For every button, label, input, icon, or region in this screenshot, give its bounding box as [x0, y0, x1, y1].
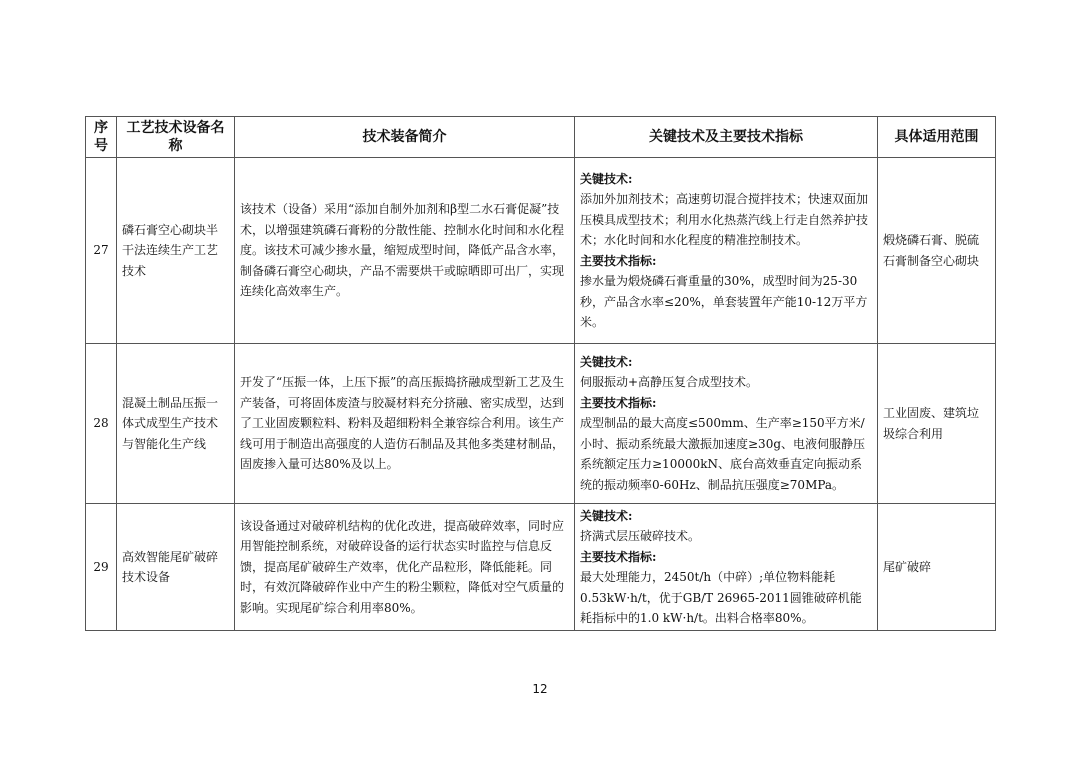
table-row	[86, 344, 996, 504]
key-tech-cell	[575, 504, 878, 631]
tech-intro: 该技术（设备）采用“添加自制外加剂和β型二水石膏促凝”技术，以增强建筑磷石膏粉的分散性能、控制水化时间和水化程度。该技术可减少掺水量，缩短成型时间，降低产品含水率，制备磷石膏空心砌块，产品不需要烘干或晾晒即可出厂，实现连续化高效率生产。	[235, 158, 575, 344]
key-tech-label: 关键技术:	[580, 171, 633, 186]
header-seq: 序号	[86, 117, 117, 158]
table-row	[86, 158, 996, 344]
technology-table	[85, 116, 996, 631]
header-key-tech: 关键技术及主要技术指标	[575, 117, 878, 158]
metric-text: 成型制品的最大高度≤500mm、生产率≥150平方米/小时、振动系统最大激振加速度≥30g、电液伺服静压系统额定压力≥10000kN、底台高效垂直定向振动系统的振动频率0-60Hz、制品抗压强度≥70MPa。	[580, 416, 866, 492]
tech-name: 磷石膏空心砌块半干法连续生产工艺技术	[117, 158, 235, 344]
tech-intro: 该设备通过对破碎机结构的优化改进，提高破碎效率，同时应用智能控制系统，对破碎设备的运行状态实时监控与信息反馈，提高尾矿破碎生产效率，优化产品粒形，降低能耗。同时，有效沉降破碎作业中产生的粉尘颗粒，降低对空气质量的影响。实现尾矿综合利用率80%。	[235, 504, 575, 631]
key-tech-cell	[575, 344, 878, 504]
metric-text: 最大处理能力，2450t/h（中碎）;单位物料能耗0.53kW·h/t，优于GB/T 26965-2011圆锥破碎机能耗指标中的1.0 kW·h/t。出料合格率80%。	[580, 570, 862, 625]
key-tech-cell	[575, 158, 878, 344]
scope-text: 尾矿破碎	[878, 504, 996, 631]
scope-text: 煅烧磷石膏、脱硫石膏制备空心砌块	[878, 158, 996, 344]
row-number: 28	[86, 344, 117, 504]
metric-text: 掺水量为煅烧磷石膏重量的30%，成型时间为25-30秒，产品含水率≤20%，单套装置年产能10-12万平方米。	[580, 274, 868, 329]
tech-name: 高效智能尾矿破碎技术设备	[117, 504, 235, 631]
header-intro: 技术装备简介	[235, 117, 575, 158]
metric-label: 主要技术指标:	[580, 253, 657, 268]
key-tech-text: 伺服振动+高静压复合成型技术。	[580, 375, 759, 390]
row-number: 29	[86, 504, 117, 631]
metric-label: 主要技术指标:	[580, 395, 657, 410]
row-number: 27	[86, 158, 117, 344]
metric-label: 主要技术指标:	[580, 549, 657, 564]
key-tech-text: 添加外加剂技术；高速剪切混合搅拌技术；快速双面加压模具成型技术；利用水化热蒸汽线上行走自然养护技术；水化时间和水化程度的精准控制技术。	[580, 192, 869, 247]
key-tech-text: 挤满式层压破碎技术。	[580, 529, 701, 543]
tech-name: 混凝土制品压振一体式成型生产技术与智能化生产线	[117, 344, 235, 504]
header-name: 工艺技术设备名称	[117, 117, 235, 158]
tech-intro: 开发了“压振一体，上压下振”的高压振捣挤融成型新工艺及生产装备，可将固体废渣与胶凝材料充分挤融、密实成型，达到了工业固废颗粒料、粉料及超细粉料全兼容综合利用。该生产线可用于制造出高强度的人造仿石制品及其他多类建材制品，固废掺入量可达80%及以上。	[235, 344, 575, 504]
key-tech-label: 关键技术:	[580, 354, 633, 369]
scope-text: 工业固废、建筑垃圾综合利用	[878, 344, 996, 504]
table-row	[86, 504, 996, 631]
header-scope: 具体适用范围	[878, 117, 996, 158]
table-header-row	[86, 117, 996, 158]
page-number: 12	[532, 682, 548, 696]
key-tech-label: 关键技术:	[580, 508, 633, 523]
